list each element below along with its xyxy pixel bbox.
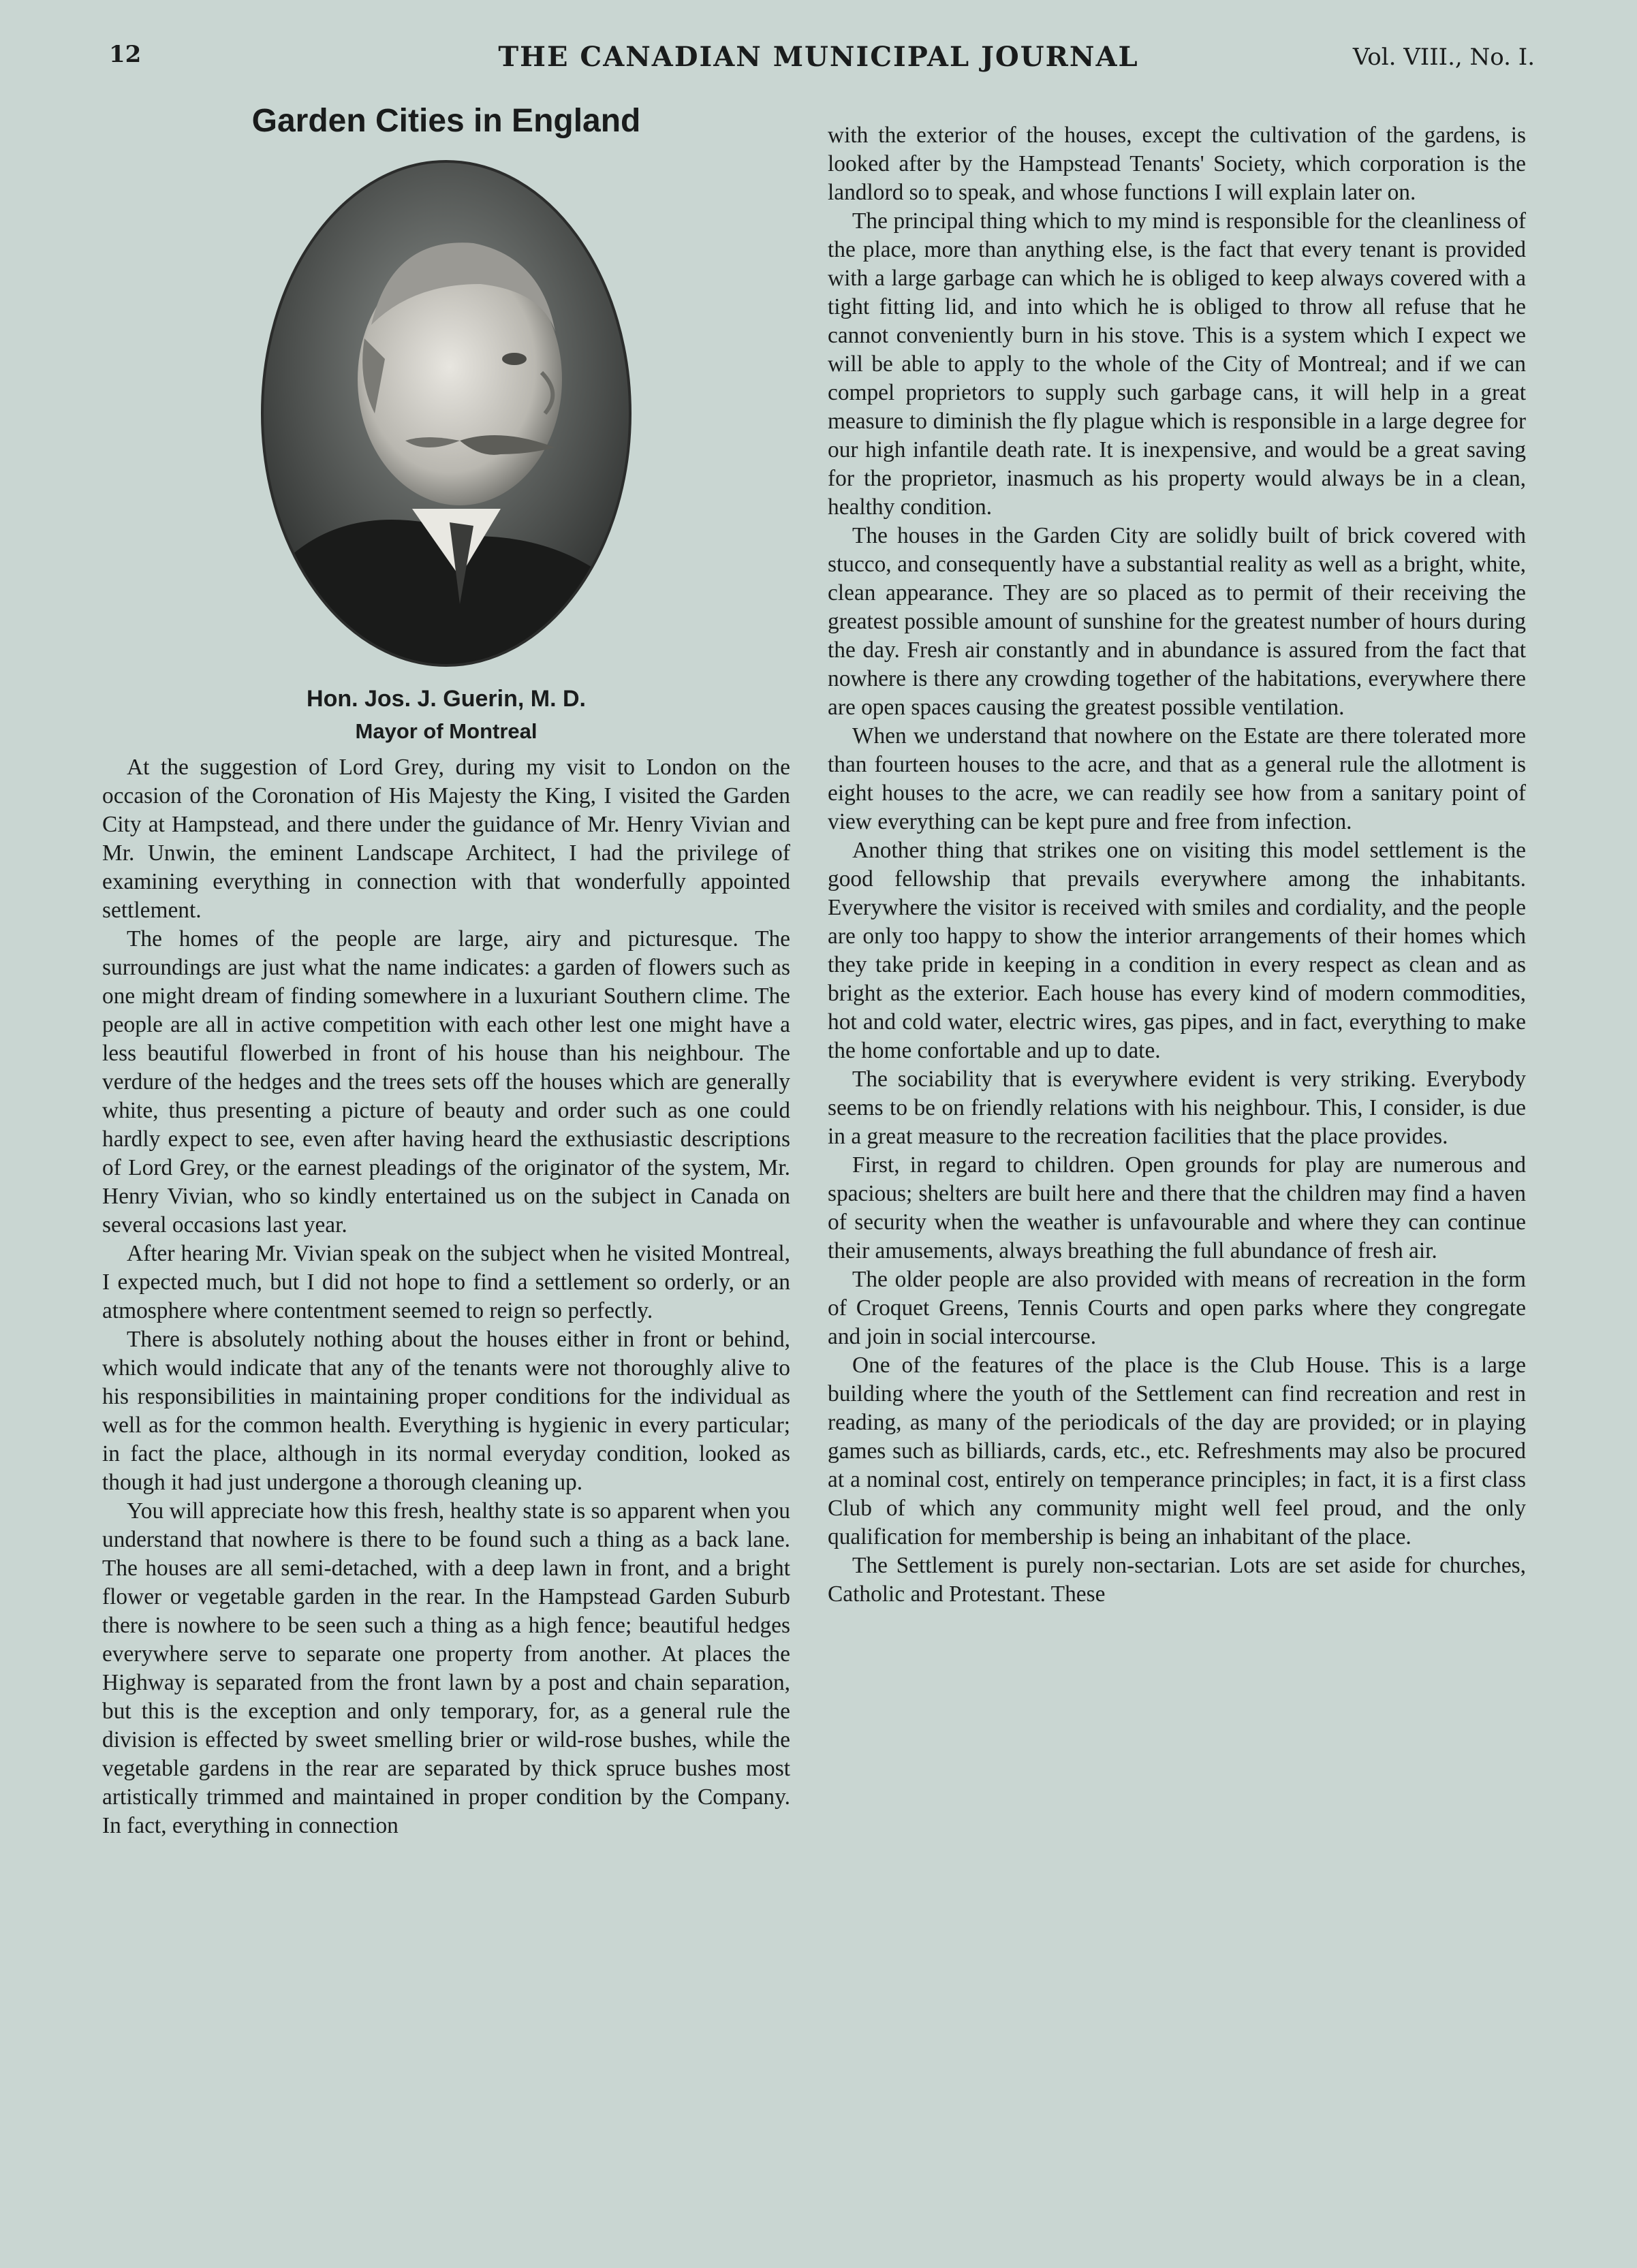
page-header bbox=[102, 38, 1535, 79]
right-column bbox=[828, 121, 1526, 1609]
volume-info: Vol. VIII., No. I. bbox=[1352, 44, 1535, 71]
paragraph: The older people are also provided with means of recreation in the form of Croquet Greens, Tennis Courts and open parks where they congregate and join in social intercourse. bbox=[828, 1267, 1526, 1349]
paragraph: There is absolutely nothing about the houses either in front or behind, which would indicate that any of the tenants were not thoroughly alive to his responsibilities in maintaining proper conditions for the individual as well as for the common health. Everything is hygienic in every particular; in fact the place, although in its normal everyday condition, looked as though it had just undergone a thorough cleaning up. bbox=[102, 1327, 790, 1495]
paragraph: You will appreciate how this fresh, healthy state is so apparent when you understand that nowhere is there to be found such a thing as a back lane. The houses are all semi-detached, with a deep lawn in front, and a bright flower or vegetable garden in the rear. In the Hampstead Garden Suburb there is nowhere to be seen such a thing as a high fence; beautiful hedges everywhere serve to separate one property from another. At places the Highway is separated from the front lawn by a post and chain separation, but this is the exception and only temporary, for, as a general rule the division is effected by sweet smelling brier or wild-rose bushes, while the vegetable gardens in the rear are separated by thick spruce bushes most artistically trimmed and maintained in proper condition by the Company. In fact, everything in connection bbox=[102, 1498, 790, 1838]
caption-name: Hon. Jos. J. Guerin, M. D. bbox=[307, 686, 586, 712]
paragraph: The houses in the Garden City are solidly built of brick covered with stucco, and consequently have a substantial reality as well as a bright, white, clean appearance. They are so placed as to permit of their receiving the greatest possible amount of sunshine for the greatest number of hours during the day. Fresh air constantly and in abundance is assured from the fact that nowhere is there any crowding together of the habitations, everywhere there are open spaces causing the greatest possible ventilation. bbox=[828, 523, 1526, 720]
paragraph: The sociability that is everywhere evident is very striking. Everybody seems to be on friendly relations with his neighbour. This, I consider, is due in a great measure to the recreation facilities that the place provides. bbox=[828, 1067, 1526, 1149]
paragraph: The principal thing which to my mind is responsible for the cleanliness of the place, more than anything else, is the fact that every tenant is provided with a large garbage can which he is obliged to keep always covered with a tight fitting lid, and into which he is obliged to throw all refuse that he cannot conveniently burn in his stove. This is a system which I expect we will be able to apply to the whole of the City of Montreal; and if we can compel proprietors to supply such garbage cans, it will help in a great measure to diminish the fly plague which is responsible in a large degree for our high infantile death rate. It is inexpensive, and would be a great saving for the proprietor, inasmuch as his property would always be in a clean, healthy condition. bbox=[828, 208, 1526, 520]
paragraph: Another thing that strikes one on visiting this model settlement is the good fellowship that prevails everywhere among the inhabitants. Everywhere the visitor is received with smiles and cordiality, and the people are only too happy to show the interior arrangements of their homes which they take pride in keeping in a condition in every respect as clean and as bright as the exterior. Each house has every kind of modern commodities, hot and cold water, electric wires, gas pipes, and in fact, everything to make the home confortable and up to date. bbox=[828, 838, 1526, 1063]
page-number: 12 bbox=[109, 41, 142, 68]
paragraph: The homes of the people are large, airy and picturesque. The surroundings are just what the name indicates: a garden of flowers such as one might dream of finding somewhere in a luxuriant Southern clime. The people are all in active competition with each other lest one might have a less beautiful flowerbed in front of his house than his neighbour. The verdure of the hedges and the trees sets off the houses which are generally white, thus presenting a picture of beauty and order such as one could hardly expect to see, even after having heard the exthusiastic descriptions of Lord Grey, or the earnest pleadings of the originator of the system, Mr. Henry Vivian, who so kindly entertained us on the subject in Canada on several occasions last year. bbox=[102, 926, 790, 1238]
caption-role: Mayor of Montreal bbox=[355, 719, 537, 743]
paragraph: One of the features of the place is the Club House. This is a large building where the youth of the Settlement can find recreation and rest in reading, as many of the periodicals of the day are provided; or in playing games such as billiards, cards, etc., etc. Refreshments may also be procured at a nominal cost, entirely on temperance principles; in fact, it is a first class Club of which any community might well feel proud, and the only qualification for membership is being an inhabitant of the place. bbox=[828, 1353, 1526, 1549]
portrait-photo bbox=[255, 155, 637, 672]
portrait-image bbox=[255, 155, 637, 672]
portrait-caption bbox=[102, 686, 790, 744]
article-title: Garden Cities in England bbox=[251, 103, 641, 139]
paragraph: The Settlement is purely non-sectarian. Lots are set aside for churches, Catholic and Protestant. These bbox=[828, 1553, 1526, 1607]
paragraph: When we understand that nowhere on the Estate are there tolerated more than fourteen houses to the acre, and that as a general rule the allotment is eight houses to the acre, we can readily see how from a sanitary point of view everything can be kept pure and free from infection. bbox=[828, 723, 1526, 834]
left-column bbox=[102, 102, 790, 1840]
paragraph: At the suggestion of Lord Grey, during my visit to London on the occasion of the Coronation of His Majesty the King, I visited the Garden City at Hampstead, and there under the guidance of Mr. Henry Vivian and Mr. Unwin, the eminent Landscape Architect, I had the privilege of examining everything in connection with that wonderfully appointed settlement. bbox=[102, 755, 790, 923]
journal-title: THE CANADIAN MUNICIPAL JOURNAL bbox=[498, 41, 1139, 73]
paragraph: After hearing Mr. Vivian speak on the subject when he visited Montreal, I expected much, but I did not hope to find a settlement so orderly, or an atmosphere where contentment seemed to reign so perfectly. bbox=[102, 1241, 790, 1323]
paragraph: First, in regard to children. Open grounds for play are numerous and spacious; shelters are built here and there that the children may find a haven of security when the weather is unfavourable and where they can continue their amusements, always breathing the full abundance of fresh air. bbox=[828, 1152, 1526, 1263]
paragraph-continuation: with the exterior of the houses, except the cultivation of the gardens, is looked after by the Hampstead Tenants' Society, which corporation is the landlord so to speak, and whose functions I will explain later on. bbox=[828, 123, 1526, 205]
